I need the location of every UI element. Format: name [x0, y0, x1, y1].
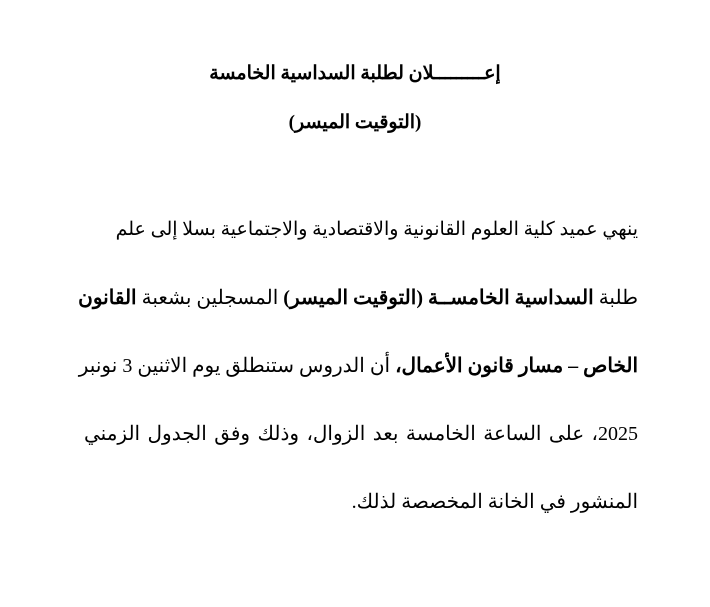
body-line-3 — [78, 332, 638, 400]
body-line-4 — [84, 400, 638, 468]
body-line-2-bold-semester: السداسية الخامســة (التوقيت الميسر) — [283, 287, 594, 309]
body-line-5-text: المنشور في الخانة المخصصة لذلك. — [351, 491, 638, 513]
body-line-2 — [78, 264, 638, 332]
body-line-3-bold-track: الخاص – مسار قانون الأعمال، — [395, 355, 638, 377]
body-line-2-text-c: المسجلين بشعبة — [136, 287, 284, 309]
announcement-subtitle: (التوقيت الميسر) — [288, 112, 422, 133]
body-line-2-bold-law: القانون — [78, 287, 137, 309]
body-line-3-text-b: أن الدروس ستنطلق يوم الاثنين 3 نونبر — [78, 355, 396, 377]
body-line-5 — [84, 468, 638, 536]
announcement-body — [78, 196, 638, 536]
body-line-1 — [84, 196, 638, 264]
body-line-4-text: 2025، على الساعة الخامسة بعد الزوال، وذلك وفق الجدول الزمني — [84, 423, 638, 445]
body-line-1-text: ينهي عميد كلية العلوم القانونية والاقتصادية والاجتماعية بسلا إلى علم — [115, 219, 638, 240]
body-line-2-text-a: طلبة — [593, 287, 638, 309]
announcement-title: إعـــــــــلان لطلبة السداسية الخامسة — [209, 63, 501, 84]
